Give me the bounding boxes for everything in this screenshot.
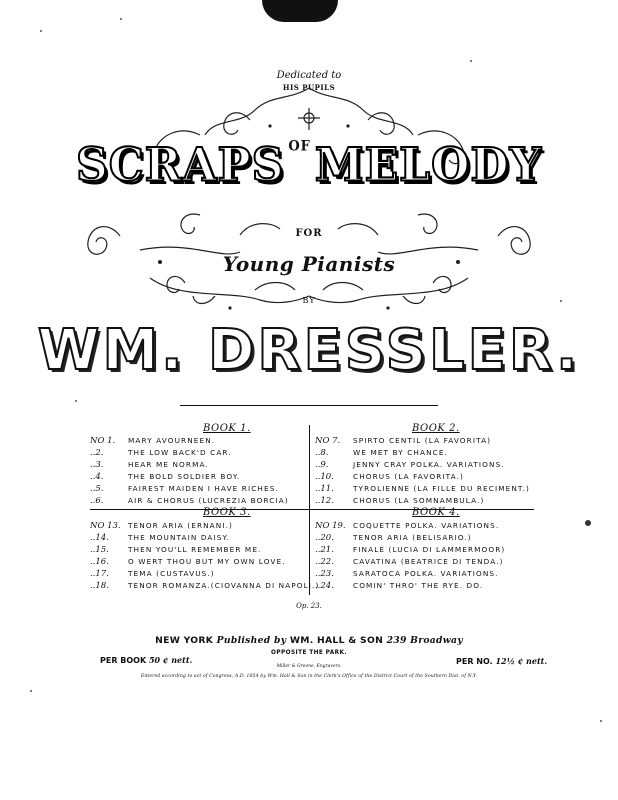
list-item: ..6. AIR & CHORUS (LUCREZIA BORCIA) [90, 496, 289, 506]
title-for: FOR [295, 228, 323, 239]
price-per-book: PER BOOK 50 ¢ nett. [100, 655, 193, 665]
dedication-line: Dedicated to [276, 70, 342, 81]
list-item: ..16. O WERT THOU BUT MY OWN LOVE. [90, 557, 286, 567]
list-item: ..8. WE MET BY CHANCE. [315, 448, 448, 458]
publisher-city: NEW YORK [155, 635, 214, 646]
book-3-heading: BOOK 3. [203, 507, 251, 518]
publisher-location-note: OPPOSITE THE PARK. [271, 650, 347, 656]
list-item: ..4. THE BOLD SOLDIER BOY. [90, 472, 241, 482]
list-item: ..15. THEN YOU'LL REMEMBER ME. [90, 545, 262, 555]
scan-speck [600, 720, 602, 722]
list-item: ..11. TYROLIENNE (LA FILLE DU RECIMENT.) [315, 484, 530, 494]
copyright-notice: Entered according to act of Congress, A.D. 1854 by Wm. Hall & Son in the Clerk's Office of the District Court of the Southern Dist. of N.Y. [140, 674, 478, 679]
list-item: ..21. FINALE (LUCIA DI LAMMERMOOR) [315, 545, 506, 555]
title-by: BY [302, 296, 316, 305]
engraver-credit: Miller & Greene, Engravers. [276, 664, 342, 669]
list-item: ..9. JENNY CRAY POLKA. VARIATIONS. [315, 460, 505, 470]
list-item: ..5. FAIREST MAIDEN I HAVE RICHES. [90, 484, 279, 494]
list-item: ..18. TENOR ROMANZA.(CIOVANNA DI NAPOLI.) [90, 581, 320, 591]
list-item: ..20. TENOR ARIA (BELISARIO.) [315, 533, 472, 543]
list-item: ..2. THE LOW BACK'D CAR. [90, 448, 232, 458]
list-item: NO 19. COQUETTE POLKA. VARIATIONS. [315, 521, 500, 531]
contents-divider-left [90, 509, 309, 510]
list-item: ..10. CHORUS (LA FAVORITA.) [315, 472, 464, 482]
publisher-address: 239 Broadway [386, 635, 463, 646]
opus-number: Op. 23. [296, 602, 322, 610]
list-item: ..3. HEAR ME NORMA. [90, 460, 209, 470]
scan-speck [120, 18, 122, 20]
book-2-heading: BOOK 2. [412, 423, 460, 434]
dedication-recipient: HIS PUPILS [282, 83, 336, 92]
scan-speck [470, 60, 472, 62]
list-item: ..14. THE MOUNTAIN DAISY. [90, 533, 230, 543]
title-rule [0, 405, 618, 407]
list-item: ..22. CAVATINA (BEATRICE DI TENDA.) [315, 557, 504, 567]
book-1-heading: BOOK 1. [203, 423, 251, 434]
contents-vertical-divider [309, 425, 310, 595]
list-item: ..17. TEMA (CUSTAVUS.) [90, 569, 215, 579]
title-of: OF [288, 138, 311, 155]
composer-name: WM. DRESSLER. [37, 318, 581, 383]
publisher-name: WM. HALL & SON [289, 635, 384, 646]
title-main [0, 139, 618, 193]
scan-speck [560, 300, 562, 302]
list-item: NO 7. SPIRTO CENTIL (LA FAVORITA) [315, 436, 492, 446]
list-item: NO 13. TENOR ARIA (ERNANI.) [90, 521, 233, 531]
title-audience: Young Pianists [222, 252, 396, 276]
publisher-line [0, 635, 618, 646]
scan-speck [40, 30, 42, 32]
list-item: NO 1. MARY AVOURNEEN. [90, 436, 216, 446]
scan-speck [30, 690, 32, 692]
list-item: ..23. SARATOCA POLKA. VARIATIONS. [315, 569, 499, 579]
price-per-number: PER NO. 12½ ¢ nett. [456, 656, 548, 666]
publisher-published-by: Published by [216, 635, 287, 646]
scan-speck [585, 520, 591, 526]
scan-speck [75, 400, 77, 402]
book-4-heading: BOOK 4. [412, 507, 460, 518]
list-item: ..24. COMIN' THRO' THE RYE. DO. [315, 581, 484, 591]
title-word-scraps: SCRAPS [75, 138, 285, 193]
title-word-melody: MELODY [314, 138, 542, 193]
list-item: ..12. CHORUS (LA SOMNAMBULA.) [315, 496, 485, 506]
